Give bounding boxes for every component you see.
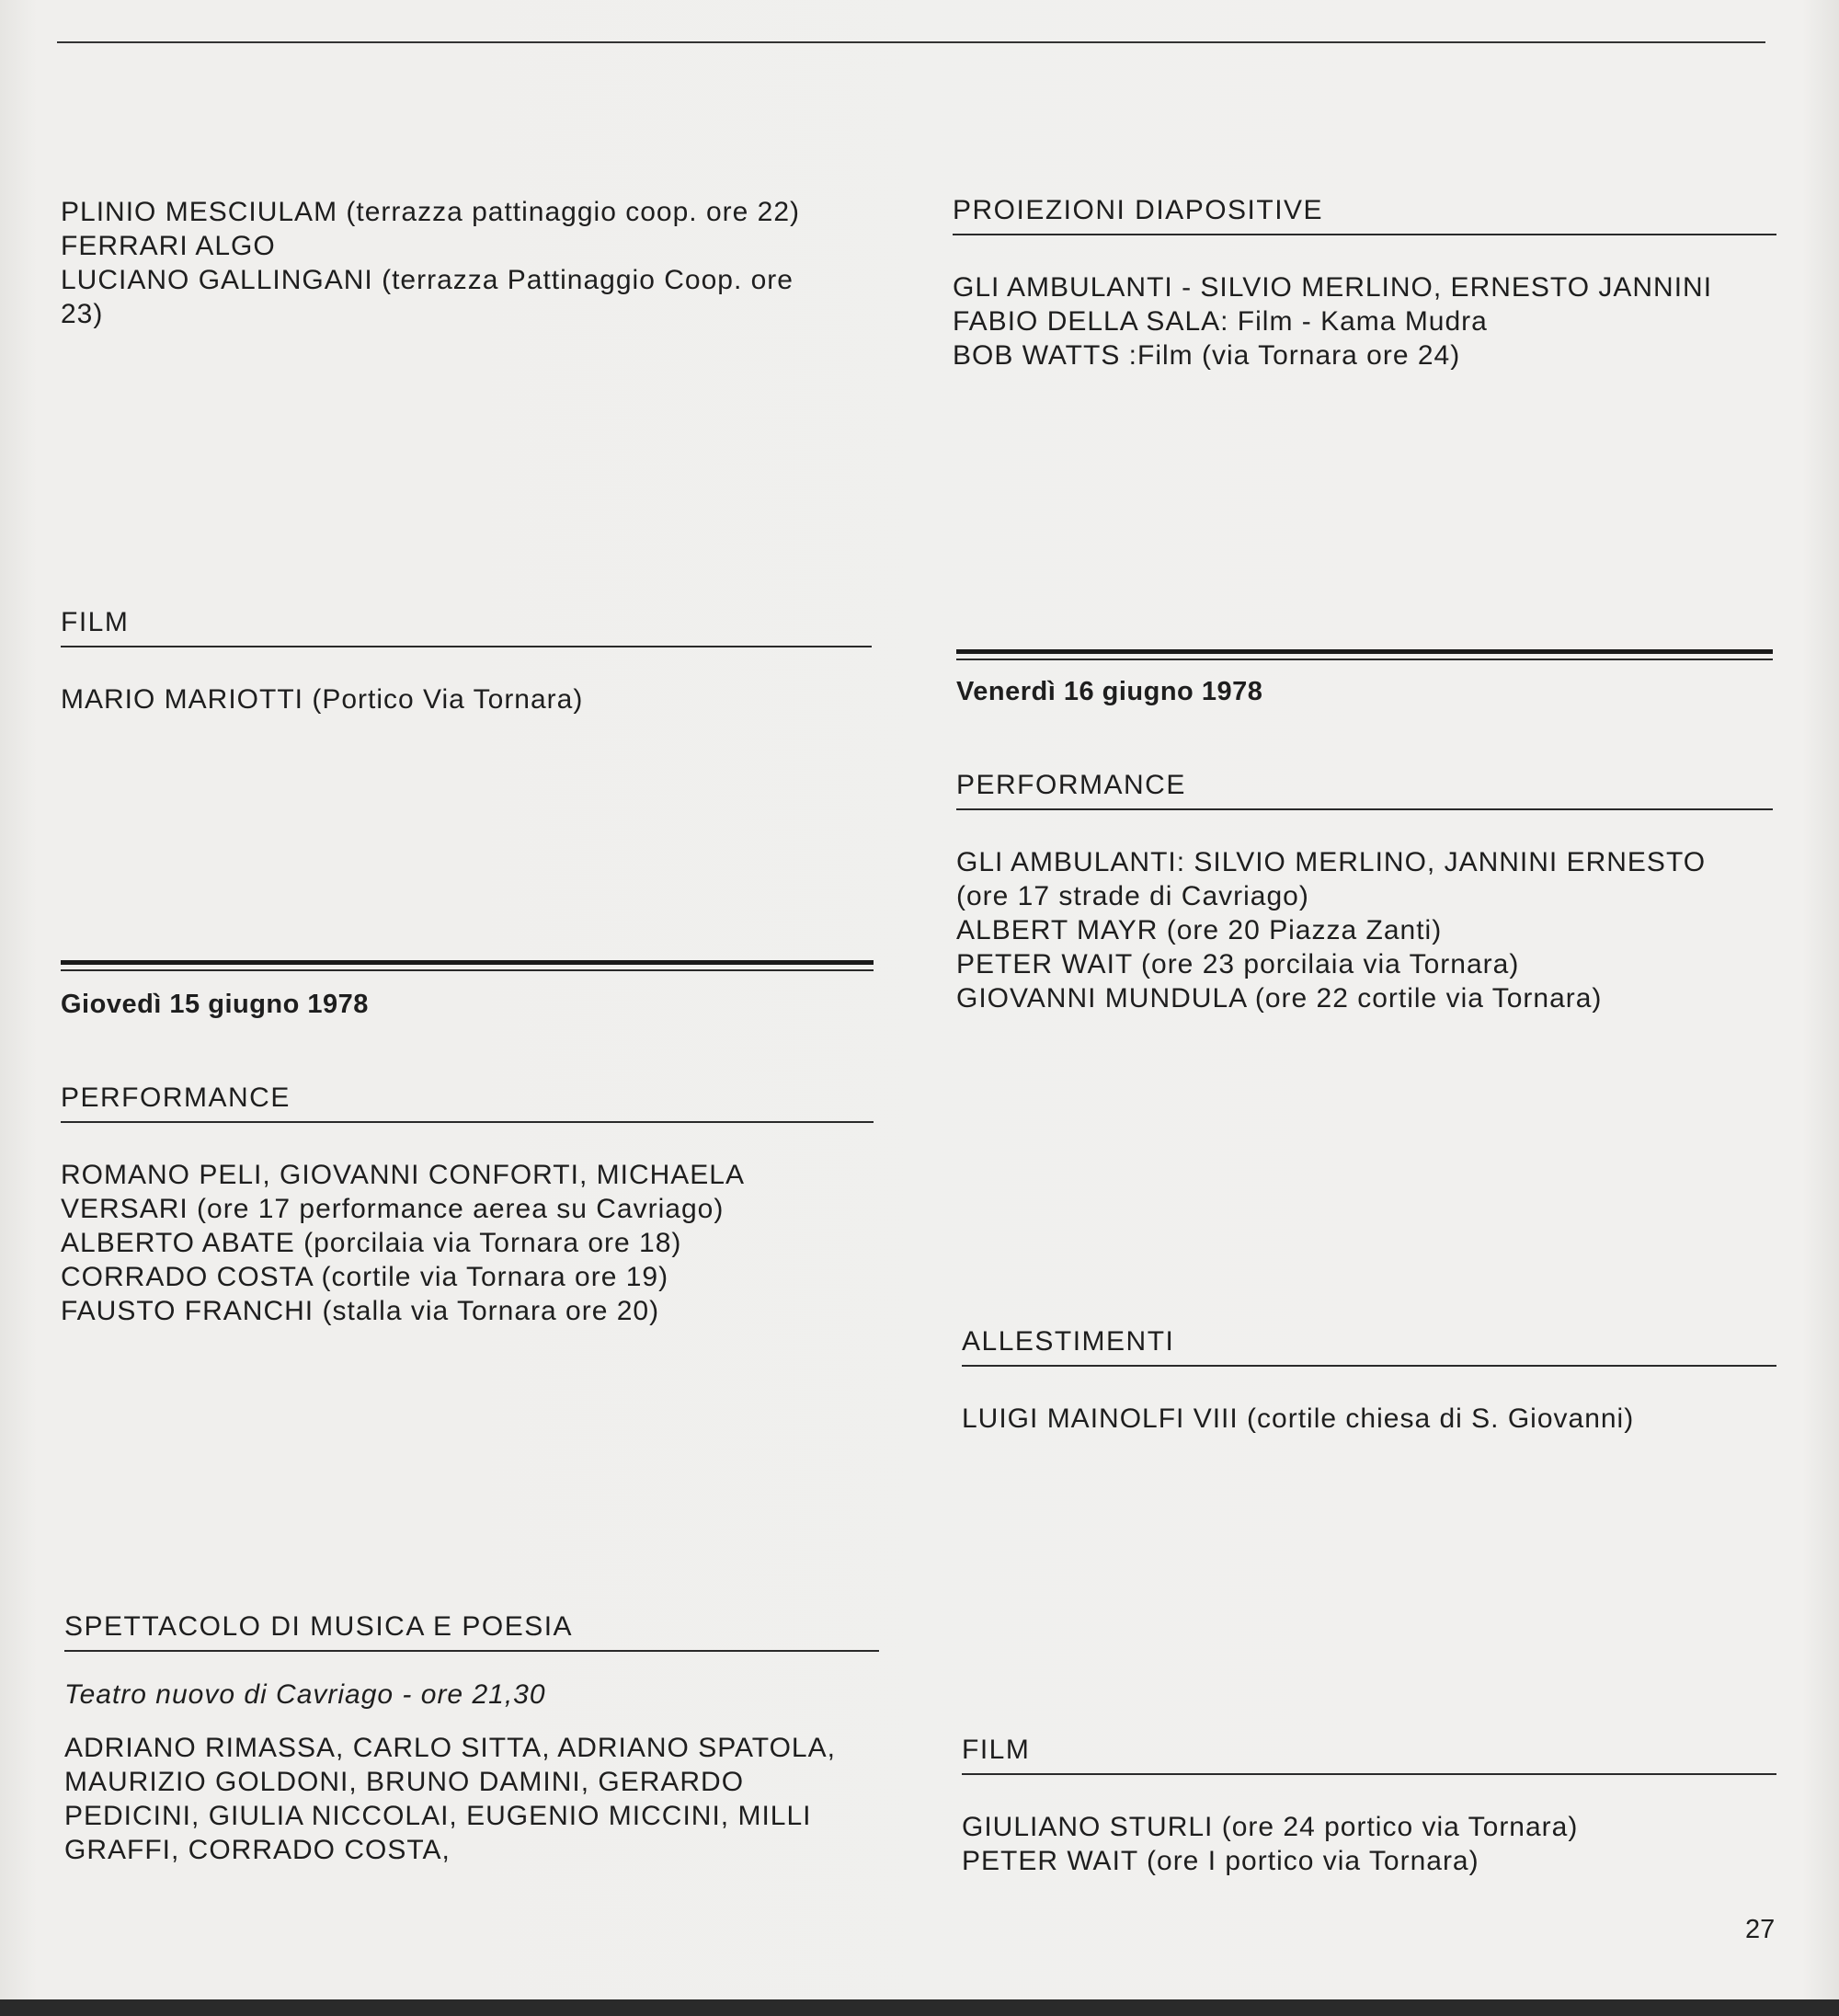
entry-line: VERSARI (ore 17 performance aerea su Cavriago): [61, 1194, 725, 1224]
top-rule: [57, 41, 1765, 43]
entry-line: PETER WAIT (ore I portico via Tornara): [962, 1846, 1479, 1876]
section-rule: [953, 234, 1776, 235]
right-proiezioni-section: [953, 195, 1776, 372]
section-heading: FILM: [61, 607, 130, 637]
entry-line: ROMANO PELI, GIOVANNI CONFORTI, MICHAELA: [61, 1160, 745, 1190]
day-date: Giovedì 15 giugno 1978: [61, 990, 369, 1019]
entry-line: GRAFFI, CORRADO COSTA,: [64, 1835, 451, 1865]
section-heading: PERFORMANCE: [61, 1082, 291, 1113]
day-rule-thin: [61, 969, 874, 971]
day-rule-thin: [956, 659, 1773, 660]
proiezioni-list: [953, 270, 1776, 372]
entry-line: (ore 17 strade di Cavriago): [956, 881, 1309, 911]
section-heading: PERFORMANCE: [956, 770, 1186, 800]
entry-line: CORRADO COSTA (cortile via Tornara ore 19): [61, 1262, 669, 1292]
section-heading: SPETTACOLO DI MUSICA E POESIA: [64, 1611, 574, 1642]
section-rule: [962, 1365, 1776, 1367]
section-rule: [64, 1650, 879, 1652]
day-rule: [956, 649, 1773, 654]
bottom-edge: [0, 1999, 1839, 2016]
section-rule: [61, 1121, 874, 1123]
intro-line: FERRARI ALGO: [61, 231, 276, 261]
spettacolo-list: [64, 1731, 879, 1867]
entry-line: GLI AMBULANTI - SILVIO MERLINO, ERNESTO JANNINI: [953, 272, 1713, 303]
performance-list: [61, 1158, 874, 1328]
intro-line: PLINIO MESCIULAM (terrazza pattinaggio coop. ore 22): [61, 197, 800, 227]
left-spettacolo-section: [64, 1611, 879, 1867]
right-allestimenti-section: [962, 1326, 1776, 1436]
intro-line: 23): [61, 299, 104, 329]
venue-line: Teatro nuovo di Cavriago - ore 21,30: [64, 1679, 546, 1710]
section-heading: FILM: [962, 1735, 1031, 1765]
left-day-section: [61, 960, 874, 1328]
day-date: Venerdì 16 giugno 1978: [956, 677, 1263, 706]
day-rule: [61, 960, 874, 965]
right-film-section: [962, 1735, 1776, 1878]
section-rule: [61, 646, 872, 647]
section-heading: PROIEZIONI DIAPOSITIVE: [953, 195, 1324, 225]
entry-line: ALBERT MAYR (ore 20 Piazza Zanti): [956, 915, 1443, 945]
section-heading: ALLESTIMENTI: [962, 1326, 1175, 1357]
film-list: [962, 1810, 1776, 1878]
entry-line: BOB WATTS :Film (via Tornara ore 24): [953, 340, 1461, 371]
performance-list: [956, 845, 1773, 1015]
page-number: 27: [1745, 1915, 1776, 1944]
entry-line: FAUSTO FRANCHI (stalla via Tornara ore 20): [61, 1296, 660, 1326]
entry-line: GLI AMBULANTI: SILVIO MERLINO, JANNINI ERNESTO: [956, 847, 1707, 877]
entry-line: PEDICINI, GIULIA NICCOLAI, EUGENIO MICCINI, MILLI: [64, 1801, 812, 1831]
entry-line: MARIO MARIOTTI (Portico Via Tornara): [61, 684, 584, 715]
entry-line: MAURIZIO GOLDONI, BRUNO DAMINI, GERARDO: [64, 1767, 745, 1797]
entry-line: ALBERTO ABATE (porcilaia via Tornara ore 18): [61, 1228, 682, 1258]
section-rule: [962, 1773, 1776, 1775]
entry-line: FABIO DELLA SALA: Film - Kama Mudra: [953, 306, 1488, 337]
left-intro: [61, 195, 879, 331]
entry-line: GIULIANO STURLI (ore 24 portico via Tornara): [962, 1812, 1579, 1842]
section-rule: [956, 808, 1773, 810]
entry-line: LUIGI MAINOLFI VIII (cortile chiesa di S. Giovanni): [962, 1403, 1635, 1434]
entry-line: ADRIANO RIMASSA, CARLO SITTA, ADRIANO SPATOLA,: [64, 1733, 836, 1763]
entry-line: PETER WAIT (ore 23 porcilaia via Tornara): [956, 949, 1520, 979]
left-film-section: [61, 607, 872, 716]
entry-line: GIOVANNI MUNDULA (ore 22 cortile via Tornara): [956, 983, 1603, 1014]
right-day-section: [956, 649, 1773, 1015]
intro-line: LUCIANO GALLINGANI (terrazza Pattinaggio Coop. ore: [61, 265, 794, 295]
